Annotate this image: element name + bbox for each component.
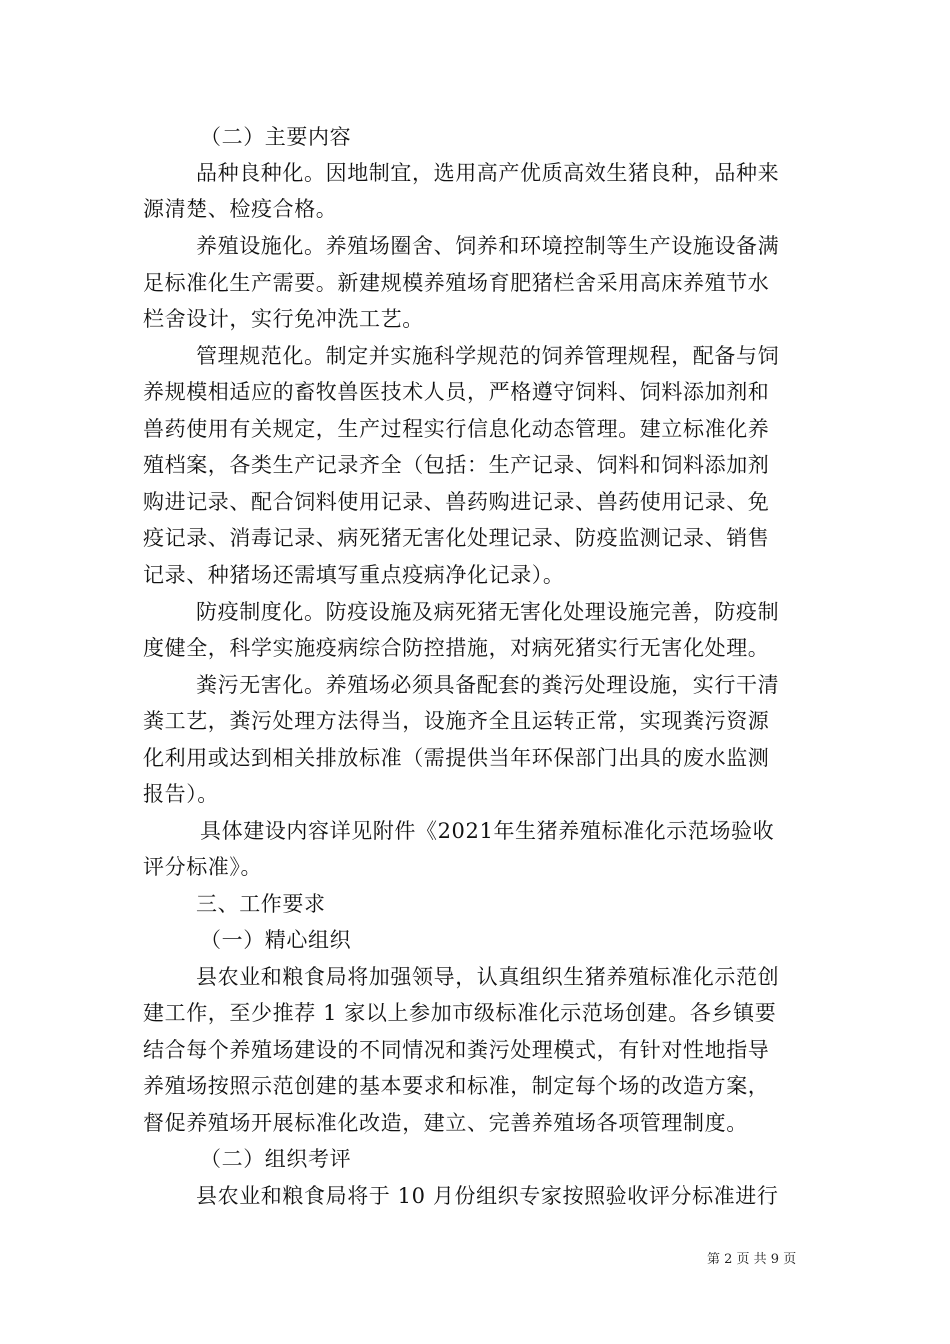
paragraph-line: 防疫制度化。防疫设施及病死猪无害化处理设施完善，防疫制: [196, 600, 780, 624]
paragraph-line: 足标准化生产需要。新建规模养殖场育肥猪栏舍采用高床养殖节水: [143, 271, 770, 295]
section-heading-work-requirements: 三、工作要求: [196, 892, 326, 916]
paragraph-line: 疫记录、消毒记录、病死猪无害化处理记录、防疫监测记录、销售: [143, 526, 770, 550]
paragraph-line: 殖档案，各类生产记录齐全（包括：生产记录、饲料和饲料添加剂: [143, 453, 770, 477]
paragraph-line: 养殖场按照示范创建的基本要求和标准，制定每个场的改造方案，: [143, 1074, 770, 1098]
paragraph-line: 建工作，至少推荐 1 家以上参加市级标准化示范场创建。各乡镇要: [143, 1001, 777, 1025]
paragraph-line: 养规模相适应的畜牧兽医技术人员，严格遵守饲料、饲料添加剂和: [143, 380, 770, 404]
paragraph-line: 兽药使用有关规定，生产过程实行信息化动态管理。建立标准化养: [143, 417, 770, 441]
paragraph-line: 报告）。: [143, 782, 219, 806]
page-number-footer: 第 2 页 共 9 页: [707, 1252, 797, 1267]
paragraph-line: 养殖设施化。养殖场圈舍、饲养和环境控制等生产设施设备满: [196, 234, 780, 258]
subsection-heading-evaluation: （二）组织考评: [200, 1147, 352, 1171]
paragraph-line: 粪污无害化。养殖场必须具备配套的粪污处理设施，实行干清: [196, 673, 780, 697]
paragraph-line: 栏舍设计，实行免冲洗工艺。: [143, 307, 424, 331]
paragraph-line: 度健全，科学实施疫病综合防控措施，对病死猪实行无害化处理。: [143, 636, 770, 660]
paragraph-line: 粪工艺，粪污处理方法得当，设施齐全且运转正常，实现粪污资源: [143, 709, 770, 733]
paragraph-line: 品种良种化。因地制宜，选用高产优质高效生猪良种，品种来: [196, 161, 780, 185]
paragraph-line: 化利用或达到相关排放标准（需提供当年环保部门出具的废水监测: [143, 746, 770, 770]
paragraph-line: 县农业和粮食局将加强领导，认真组织生猪养殖标准化示范创: [196, 965, 780, 989]
paragraph-line: 源清楚、检疫合格。: [143, 197, 338, 221]
paragraph-line: 具体建设内容详见附件《2021年生猪养殖标准化示范场验收: [200, 819, 775, 843]
paragraph-line: 购进记录、配合饲料使用记录、兽药购进记录、兽药使用记录、免: [143, 490, 770, 514]
paragraph-line: 结合每个养殖场建设的不同情况和粪污处理模式，有针对性地指导: [143, 1038, 770, 1062]
paragraph-line: 评分标准》。: [143, 855, 263, 879]
paragraph-line: 记录、种猪场还需填写重点疫病净化记录）。: [143, 563, 565, 587]
paragraph-line: 县农业和粮食局将于 10 月份组织专家按照验收评分标准进行: [196, 1184, 779, 1208]
subsection-heading-organize: （一）精心组织: [200, 928, 352, 952]
section-heading-main-content: （二）主要内容: [200, 125, 352, 149]
paragraph-line: 督促养殖场开展标准化改造，建立、完善养殖场各项管理制度。: [143, 1111, 748, 1135]
paragraph-line: 管理规范化。制定并实施科学规范的饲养管理规程，配备与饲: [196, 344, 780, 368]
